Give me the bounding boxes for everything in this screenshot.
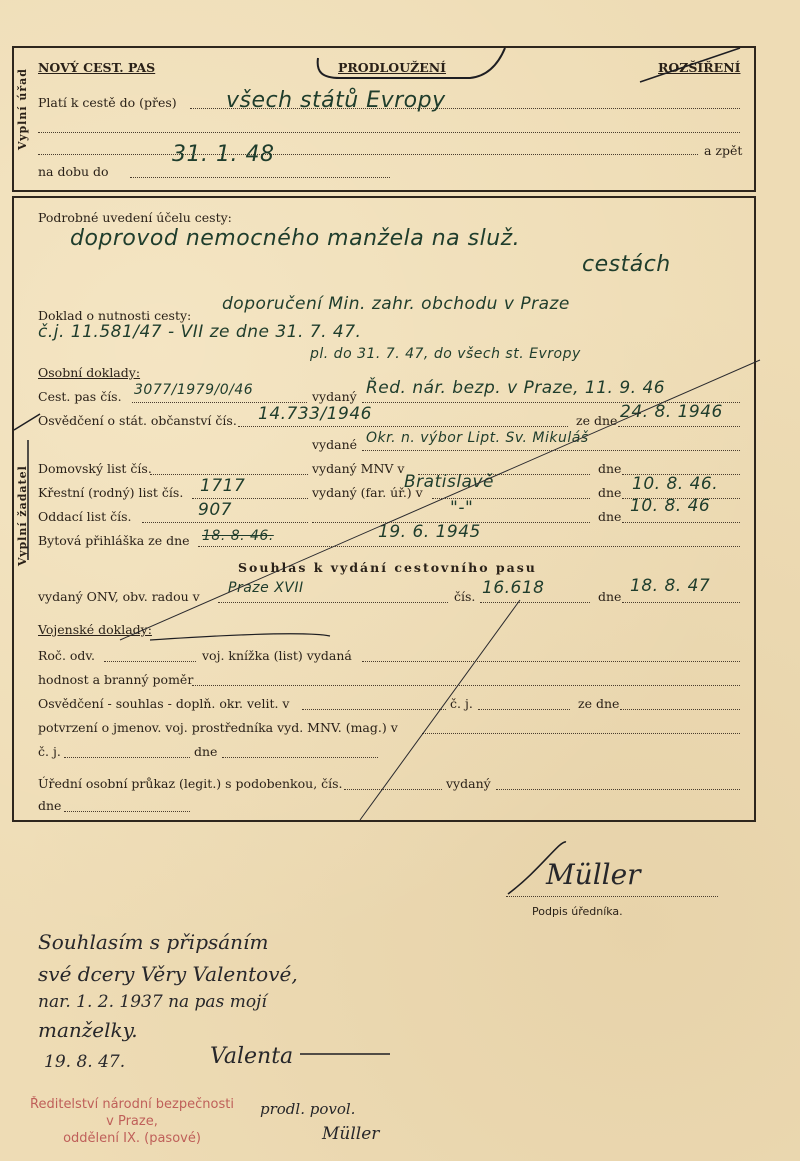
stamp-line-2: v Praze, [106,1114,158,1129]
new-passport-label: NOVÝ CEST. PAS [38,60,156,75]
citizenship-label: Osvědčení o stát. občanství čís. [38,413,237,428]
note-signature: Valenta [210,1044,294,1069]
approval-annotation-1: prodl. povol. [260,1100,356,1118]
military-docs-heading: Vojenské doklady: [38,622,152,637]
home-list-label: Domovský list čís. [38,461,152,476]
official-date-label: dne [38,798,62,813]
note-line-4: manželky. [38,1018,138,1042]
note-line-2: své dcery Věry Valentové, [38,962,298,986]
citizenship-date: 24. 8. 1946 [620,402,723,422]
marriage-label: Oddací list čís. [38,509,132,524]
citizenship-issued-label: vydané [312,437,358,452]
onv-label: vydaný ONV, obv. radou v [38,589,200,604]
note-date: 19. 8. 47. [44,1052,126,1072]
baptism-issued-label: vydaný (far. úř.) v [312,485,423,500]
dne2-label: dne [194,744,218,759]
onv-number: 16.618 [482,578,545,598]
rank-label: hodnost a branný poměr [38,672,194,687]
baptism-number: 1717 [200,476,246,496]
necessity-handwriting-3: pl. do 31. 7. 47, do všech st. Evropy [310,346,581,362]
baptism-date-label: dne [598,485,622,500]
valid-for-handwriting: všech států Evropy [226,88,446,113]
stamp-line-3: oddělení IX. (pasové) [63,1131,201,1146]
personal-docs-heading: Osobní doklady: [38,365,141,380]
onv-place: Praze XVII [228,580,304,596]
residence-crossed-date: 18. 8. 46. [202,528,274,544]
baptism-date: 10. 8. 46. [632,474,719,494]
extension-label: PRODLOUŽENÍ [338,60,447,75]
onv-number-label: čís. [454,589,476,604]
approval-annotation-2: Müller [322,1124,380,1144]
onv-date-label: dne [598,589,622,604]
cj2-label: č. j. [38,744,61,759]
marriage-date-label: dne [598,509,622,524]
confirmation-label: potvrzení o jmenov. voj. prostředníka vyd. MNV. (mag.) v [38,720,398,735]
note-line-1: Souhlasím s připsáním [38,930,269,954]
military-book-label: voj. knížka (list) vydaná [202,648,352,663]
citizenship-number: 14.733/1946 [258,404,372,424]
cj-label: č. j. [450,696,473,711]
necessity-handwriting-2: č.j. 11.581/47 - VII ze dne 31. 7. 47. [38,322,362,342]
onv-date: 18. 8. 47 [630,576,711,596]
side-label-applicant: Vyplní žadatel [16,465,29,566]
marriage-number: 907 [198,500,232,520]
enlargement-label: ROZŠÍŘENÍ [658,60,741,75]
official-issued-label: vydaný [446,776,491,791]
marriage-date: 10. 8. 46 [630,496,711,516]
baptism-place: Bratislavě [404,472,494,492]
home-date-label: dne [598,461,622,476]
consent-title: Souhlas k vydání cestovního pasu [238,560,537,575]
citizenship-date-label: ze dne [576,413,618,428]
birth-year-label: Roč. odv. [38,648,95,663]
purpose-handwriting-2: cestách [582,252,671,277]
valid-for-label: Platí k cestě do (přes) [38,95,177,110]
purpose-handwriting-1: doprovod nemocného manžela na služ. [70,226,521,251]
for-period-handwriting: 31. 1. 48 [172,142,275,167]
ze-dne-label: ze dne [578,696,620,711]
and-back-label: a zpět [704,143,743,158]
baptism-label: Křestní (rodný) list čís. [38,485,184,500]
consent-cert-label: Osvědčení - souhlas - doplň. okr. velit. v [38,696,290,711]
official-id-label: Úřední osobní průkaz (legit.) s podobenkou, čís. [38,776,343,791]
passport-number: 3077/1979/0/46 [134,382,254,398]
residence-date: 19. 6. 1945 [378,522,481,542]
official-signature: Müller [546,858,641,891]
side-label-office: Vyplní úřad [16,68,29,150]
necessity-handwriting-1: doporučení Min. zahr. obchodu v Praze [222,294,570,314]
home-issued-label: vydaný MNV v [312,461,405,476]
marriage-place: "-" [450,498,474,518]
for-period-label: na dobu do [38,164,109,179]
note-line-3: nar. 1. 2. 1937 na pas mojí [38,992,267,1012]
residence-label: Bytová přihláška ze dne [38,533,190,548]
purpose-label: Podrobné uvedení účelu cesty: [38,210,232,225]
passport-issuer: Řed. nár. bezp. v Praze, 11. 9. 46 [366,378,666,398]
citizenship-issuer: Okr. n. výbor Lipt. Sv. Mikuláš [366,430,589,446]
passport-issued-label: vydaný [312,389,357,404]
passport-label: Cest. pas čís. [38,389,122,404]
stamp-line-1: Ředitelství národní bezpečnosti [30,1097,234,1112]
necessity-label: Doklad o nutnosti cesty: [38,308,192,323]
signature-caption: Podpis úředníka. [532,905,623,918]
